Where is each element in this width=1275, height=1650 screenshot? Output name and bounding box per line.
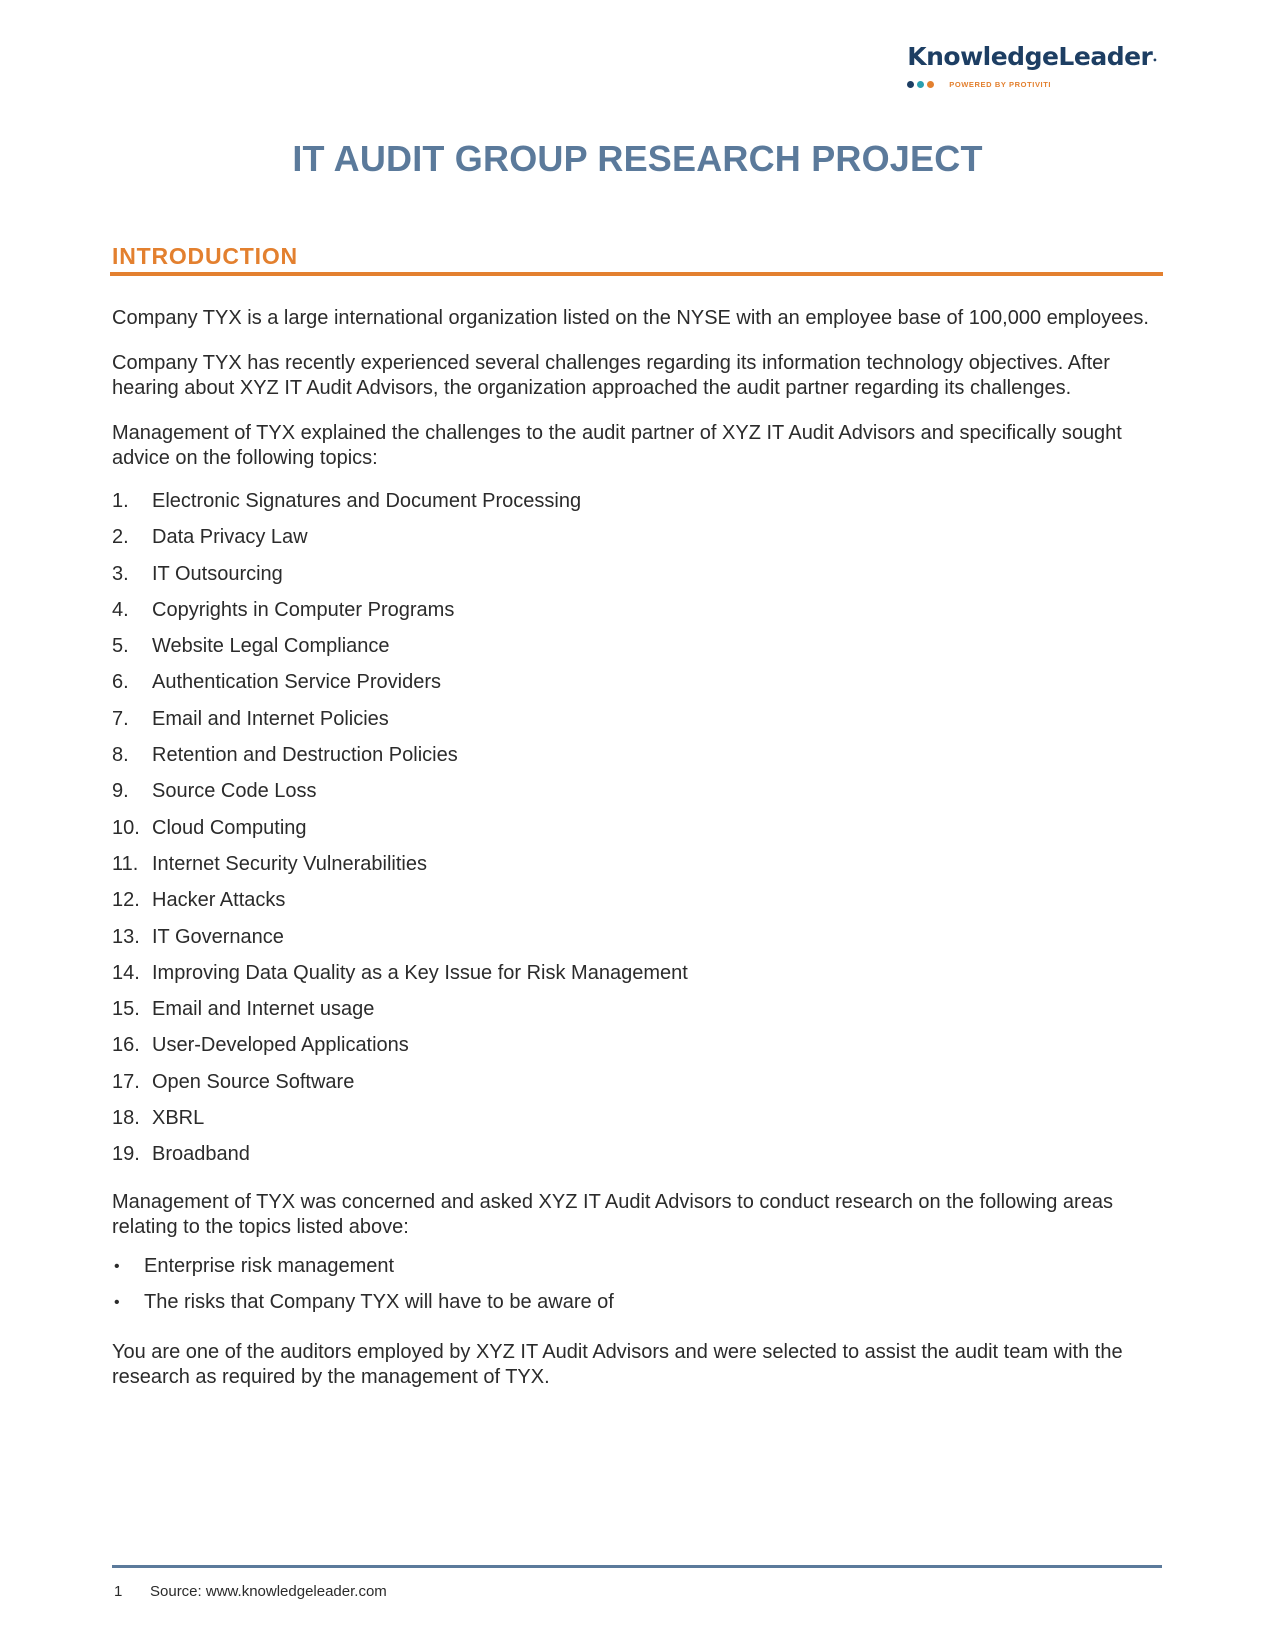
list-item-number: 6. <box>112 671 129 694</box>
list-item <box>112 1142 1162 1178</box>
list-item <box>112 1106 1162 1142</box>
list-item-text: Broadband <box>152 1143 250 1166</box>
list-item-number: 8. <box>112 744 129 767</box>
list-item <box>112 1070 1162 1106</box>
list-item-text: Hacker Attacks <box>152 889 286 912</box>
intro-paragraph-1: Company TYX is a large international organization listed on the NYSE with an employee base of 100,000 employees. <box>112 307 1149 329</box>
bullet-icon: • <box>114 1293 120 1311</box>
list-item <box>112 925 1162 961</box>
list-item-number: 7. <box>112 707 129 730</box>
document-title: IT AUDIT GROUP RESEARCH PROJECT <box>292 138 983 179</box>
list-item <box>112 888 1162 924</box>
list-item-text: Internet Security Vulnerabilities <box>152 852 427 875</box>
list-item-number: 5. <box>112 635 129 658</box>
list-item-text: XBRL <box>152 1107 205 1130</box>
research-areas-list <box>112 1254 1162 1326</box>
closing-paragraph: You are one of the auditors employed by XYZ IT Audit Advisors and were selected to assist the audit team with the research as required by the management of TYX. <box>112 1340 1123 1388</box>
list-item <box>112 670 1162 706</box>
list-item-text: Data Privacy Law <box>152 526 308 549</box>
list-item-text: Copyrights in Computer Programs <box>152 598 455 621</box>
list-item-text: Enterprise risk management <box>144 1254 395 1277</box>
list-item <box>112 1254 1162 1290</box>
list-item <box>112 743 1162 779</box>
list-item <box>112 1290 1162 1326</box>
list-item <box>112 634 1162 670</box>
list-item-number: 3. <box>112 562 129 585</box>
list-item-number: 9. <box>112 780 129 803</box>
document-body <box>112 306 1162 1410</box>
knowledgeleader-logo <box>907 42 1157 89</box>
list-item-text: Authentication Service Providers <box>152 671 442 694</box>
logo-dot-teal-icon <box>917 81 924 88</box>
logo-tagline: POWERED BY PROTIVITI <box>949 80 1052 89</box>
logo-brand: KnowledgeLeader <box>907 42 1153 71</box>
list-item-number: 2. <box>112 526 129 549</box>
list-item <box>112 598 1162 634</box>
list-item-text: IT Governance <box>152 925 284 948</box>
list-item-text: Retention and Destruction Policies <box>152 744 458 767</box>
list-item-text: Source Code Loss <box>152 780 317 803</box>
list-item-text: Electronic Signatures and Document Processing <box>152 490 582 512</box>
list-item-number: 18. <box>112 1107 140 1130</box>
list-item-text: Email and Internet usage <box>152 998 375 1021</box>
list-item-number: 14. <box>112 961 140 984</box>
list-item-number: 4. <box>112 598 129 621</box>
logo-wordmark <box>907 42 1157 72</box>
topics-list <box>112 489 1162 1179</box>
section-heading-introduction: INTRODUCTION <box>112 243 298 269</box>
list-item-number: 15. <box>112 998 140 1021</box>
list-item <box>112 852 1162 888</box>
list-item-text: Improving Data Quality as a Key Issue for Risk Management <box>152 961 688 984</box>
list-item-text: Website Legal Compliance <box>152 635 390 658</box>
intro-paragraph-2: Company TYX has recently experienced several challenges regarding its information technology objectives. After hearing about XYZ IT Audit Advisors, the organization approached the audit partner regarding its challenges. <box>112 352 1110 399</box>
list-item-number: 12. <box>112 889 140 912</box>
list-item-text: User-Developed Applications <box>152 1034 409 1057</box>
list-item-number: 10. <box>112 816 140 839</box>
list-item <box>112 489 1162 525</box>
list-item-number: 11. <box>112 852 139 875</box>
list-item <box>112 707 1162 743</box>
list-item-number: 19. <box>112 1143 140 1166</box>
list-item <box>112 779 1162 815</box>
list-item <box>112 997 1162 1033</box>
footer-source: Source: www.knowledgeleader.com <box>150 1583 387 1600</box>
intro-paragraph-3: Management of TYX explained the challenges to the audit partner of XYZ IT Audit Advisors and specifically sought advice on the following topics: <box>112 422 1122 469</box>
list-item <box>112 961 1162 997</box>
list-item <box>112 525 1162 561</box>
list-item-number: 1. <box>112 490 129 512</box>
list-item-number: 17. <box>112 1070 140 1093</box>
research-paragraph: Management of TYX was concerned and asked XYZ IT Audit Advisors to conduct research on the following areas relating to the topics listed above: <box>112 1190 1113 1238</box>
footer-divider <box>112 1565 1162 1568</box>
list-item <box>112 562 1162 598</box>
logo-dot-mark: • <box>1152 56 1157 65</box>
list-item-text: The risks that Company TYX will have to be aware of <box>144 1290 614 1313</box>
list-item-text: Open Source Software <box>152 1070 355 1093</box>
list-item-text: Email and Internet Policies <box>152 707 389 730</box>
list-item-text: IT Outsourcing <box>152 562 283 585</box>
bullet-icon: • <box>114 1257 120 1275</box>
list-item-text: Cloud Computing <box>152 816 307 839</box>
page-footer <box>114 1583 387 1600</box>
logo-dot-navy-icon <box>907 81 914 88</box>
list-item-number: 16. <box>112 1034 140 1057</box>
list-item <box>112 1033 1162 1069</box>
list-item <box>112 816 1162 852</box>
page-number: 1 <box>114 1583 123 1600</box>
logo-dot-orange-icon <box>927 81 934 88</box>
list-item-number: 13. <box>112 925 140 948</box>
section-divider <box>110 272 1163 276</box>
logo-subline <box>907 80 1157 89</box>
